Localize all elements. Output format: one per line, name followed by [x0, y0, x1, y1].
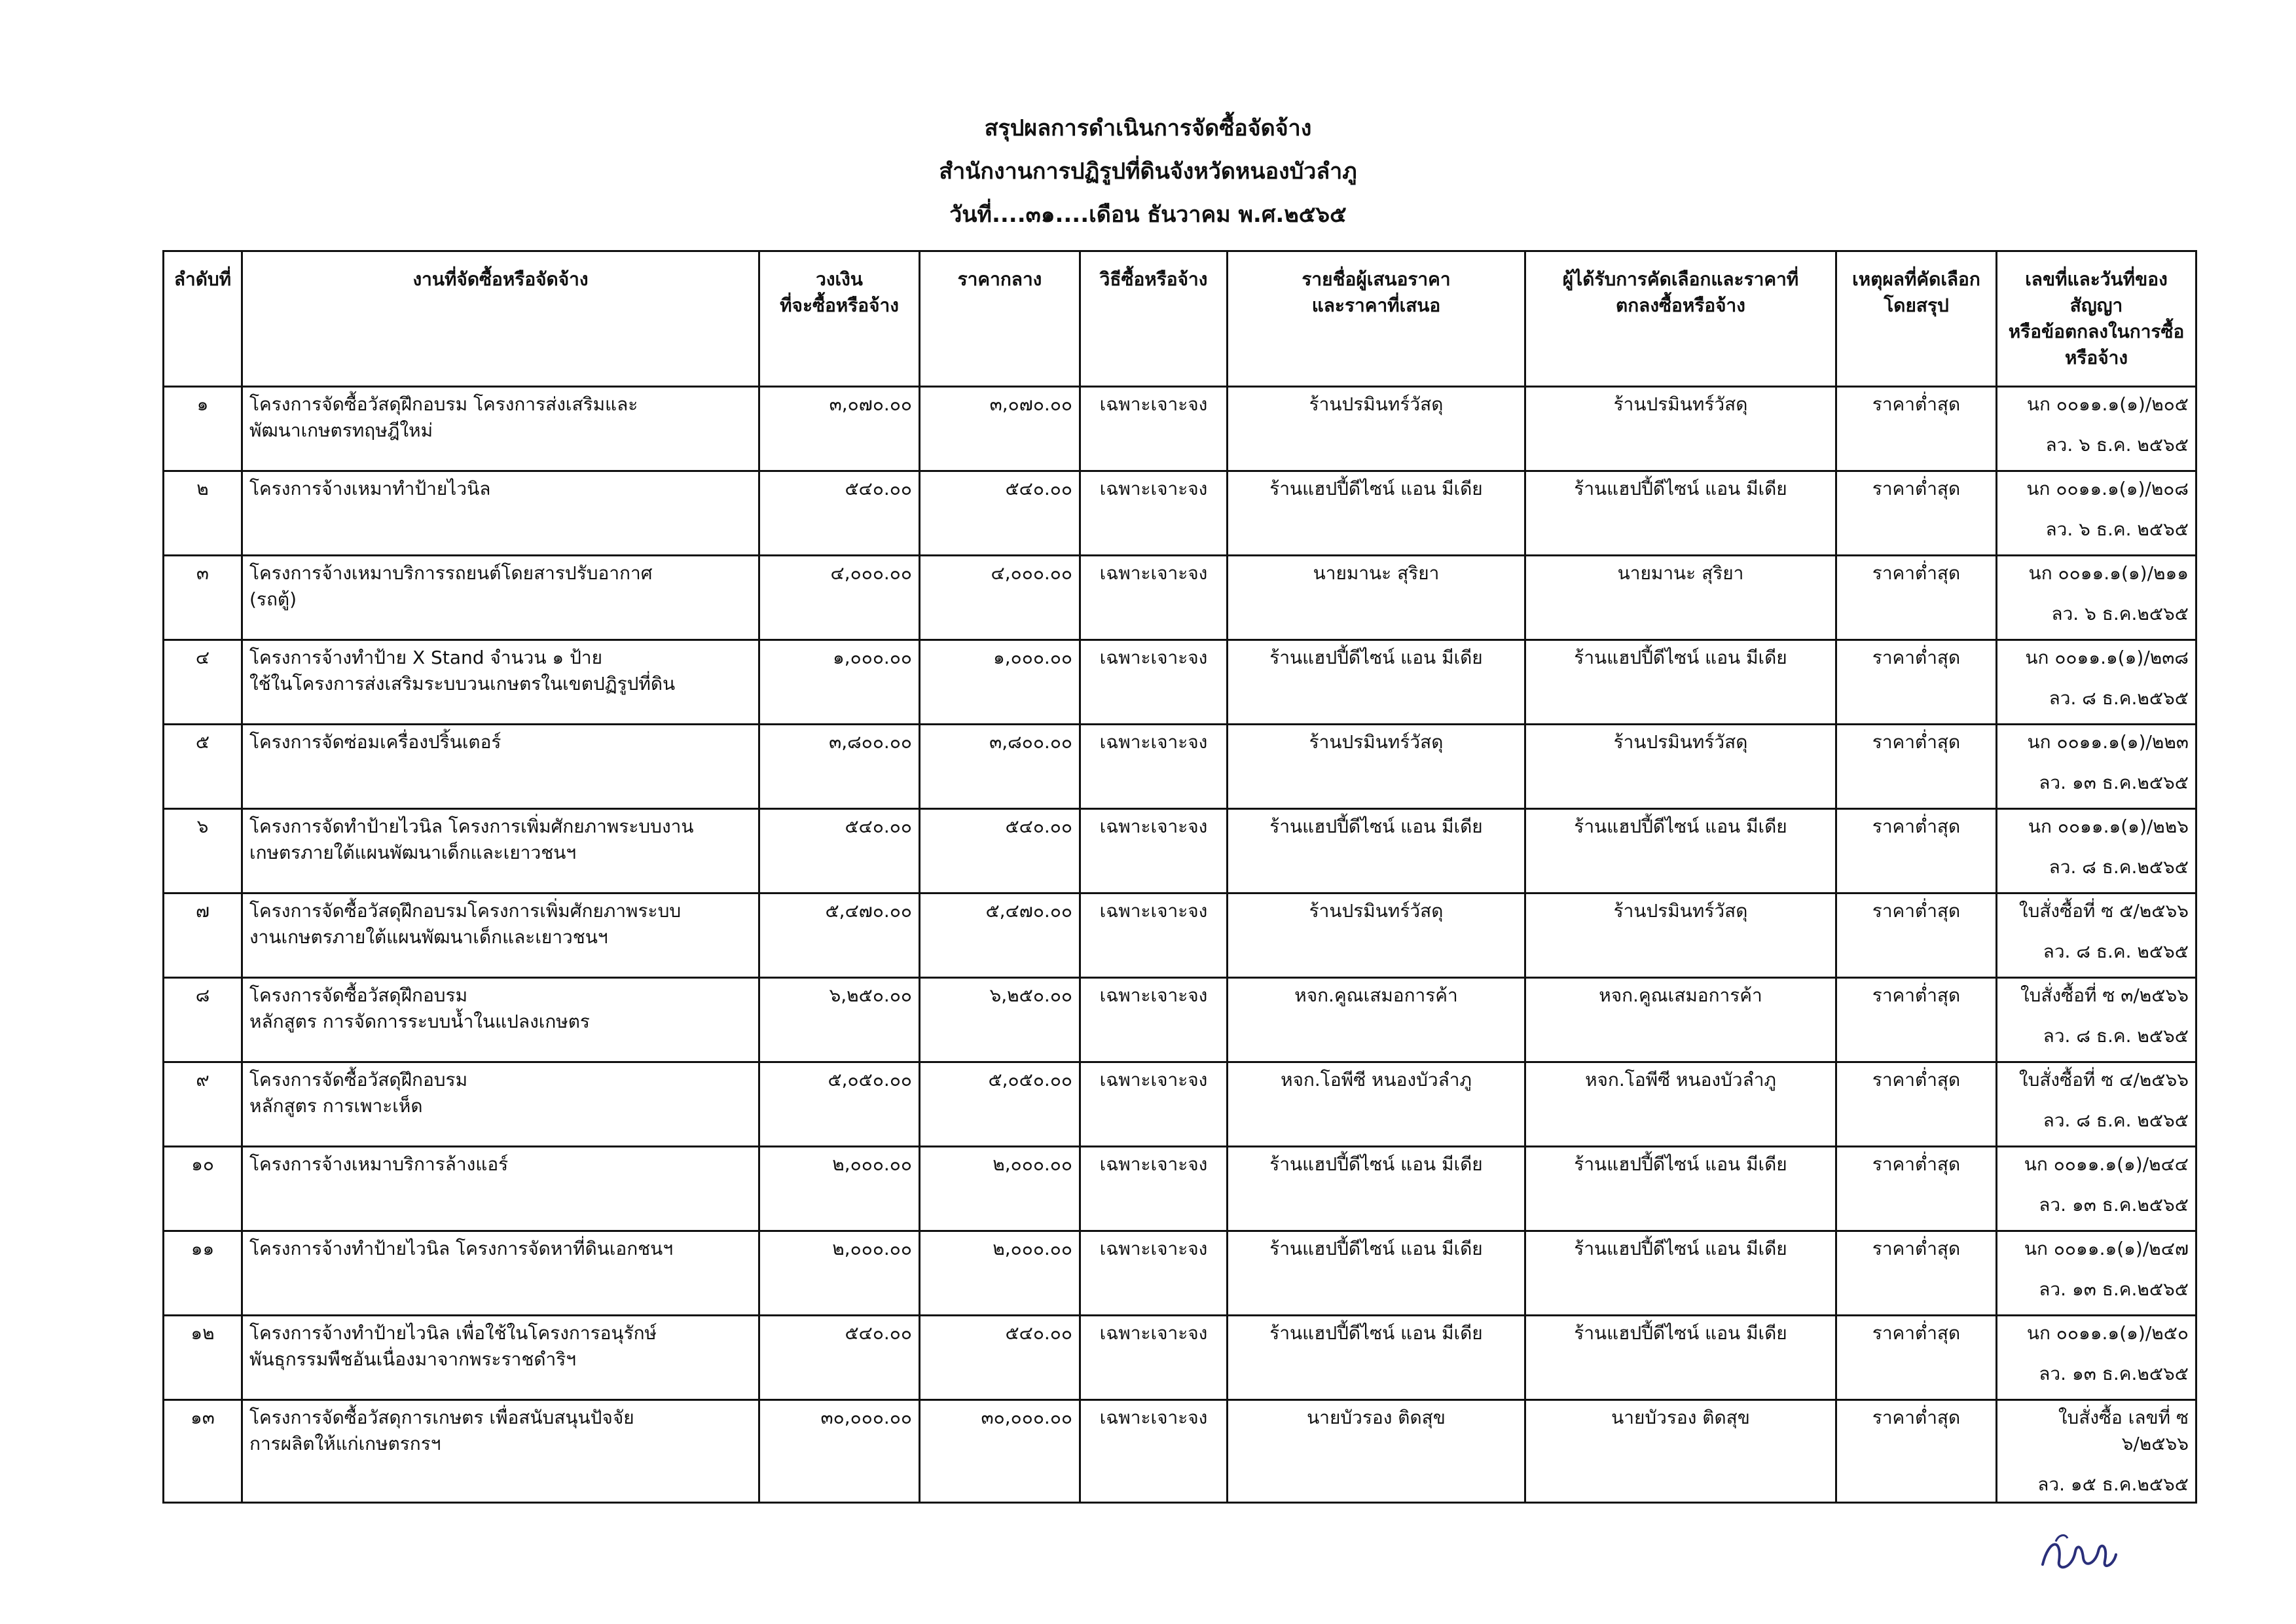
cell-median-price: ๕,๔๗๐.๐๐	[920, 893, 1080, 978]
table-row	[164, 978, 2196, 1062]
cell-bidder: นายมานะ สุริยา	[1228, 556, 1525, 640]
cell-contract: นก ๐๐๑๑.๑(๑)/๒๔๗ ลว. ๑๓ ธ.ค.๒๕๖๕	[1997, 1231, 2196, 1316]
signature-mark	[2036, 1525, 2121, 1578]
cell-method: เฉพาะเจาะจง	[1080, 556, 1228, 640]
cell-bidder: ร้านแฮปปี้ดีไซน์ แอน มีเดีย	[1228, 1231, 1525, 1316]
cell-bidder: นายบัวรอง ติดสุข	[1228, 1400, 1525, 1503]
cell-budget: ๕,๔๗๐.๐๐	[759, 893, 920, 978]
cell-no: ๖	[164, 809, 242, 893]
cell-method: เฉพาะเจาะจง	[1080, 978, 1228, 1062]
cell-median-price: ๕๔๐.๐๐	[920, 1316, 1080, 1400]
cell-method: เฉพาะเจาะจง	[1080, 893, 1228, 978]
cell-work: โครงการจัดซื้อวัสดุฝึกอบรม หลักสูตร การเพาะเห็ด	[242, 1062, 759, 1147]
cell-reason: ราคาต่ำสุด	[1836, 725, 1997, 809]
cell-work: โครงการจัดซ่อมเครื่องปริ้นเตอร์	[242, 725, 759, 809]
cell-work: โครงการจัดซื้อวัสดุฝึกอบรม โครงการส่งเสริมและ พัฒนาเกษตรทฤษฎีใหม่	[242, 387, 759, 471]
cell-work: โครงการจ้างเหมาบริการล้างแอร์	[242, 1147, 759, 1231]
cell-reason: ราคาต่ำสุด	[1836, 978, 1997, 1062]
cell-median-price: ๓๐,๐๐๐.๐๐	[920, 1400, 1080, 1503]
cell-selected: ร้านแฮปปี้ดีไซน์ แอน มีเดีย	[1525, 809, 1836, 893]
cell-contract: นก ๐๐๑๑.๑(๑)/๒๒๖ ลว. ๘ ธ.ค.๒๕๖๕	[1997, 809, 2196, 893]
document-title: สรุปผลการดำเนินการจัดซื้อจัดจ้าง	[984, 115, 1312, 141]
cell-bidder: ร้านปรมินทร์วัสดุ	[1228, 893, 1525, 978]
cell-median-price: ๓,๐๗๐.๐๐	[920, 387, 1080, 471]
cell-work: โครงการจ้างทำป้ายไวนิล โครงการจัดหาที่ดินเอกชนฯ	[242, 1231, 759, 1316]
cell-bidder: หจก.คูณเสมอการค้า	[1228, 978, 1525, 1062]
cell-selected: หจก.คูณเสมอการค้า	[1525, 978, 1836, 1062]
cell-contract: นก ๐๐๑๑.๑(๑)/๒๐๘ ลว. ๖ ธ.ค. ๒๕๖๕	[1997, 471, 2196, 556]
office-name: สำนักงานการปฏิรูปที่ดินจังหวัดหนองบัวลำภู	[939, 158, 1357, 185]
cell-no: ๑๑	[164, 1231, 242, 1316]
cell-budget: ๑,๐๐๐.๐๐	[759, 640, 920, 725]
cell-method: เฉพาะเจาะจง	[1080, 1231, 1228, 1316]
col-header-bidders: รายชื่อผู้เสนอราคา และราคาที่เสนอ	[1228, 251, 1525, 387]
cell-reason: ราคาต่ำสุด	[1836, 387, 1997, 471]
cell-work: โครงการจัดซื้อวัสดุฝึกอบรม หลักสูตร การจัดการระบบน้ำในแปลงเกษตร	[242, 978, 759, 1062]
col-header-reason: เหตุผลที่คัดเลือก โดยสรุป	[1836, 251, 1997, 387]
table-row	[164, 893, 2196, 978]
cell-median-price: ๕๔๐.๐๐	[920, 471, 1080, 556]
cell-selected: ร้านแฮปปี้ดีไซน์ แอน มีเดีย	[1525, 1147, 1836, 1231]
table-row	[164, 640, 2196, 725]
cell-median-price: ๕,๐๕๐.๐๐	[920, 1062, 1080, 1147]
cell-method: เฉพาะเจาะจง	[1080, 1400, 1228, 1503]
cell-no: ๗	[164, 893, 242, 978]
cell-median-price: ๕๔๐.๐๐	[920, 809, 1080, 893]
cell-no: ๒	[164, 471, 242, 556]
cell-work: โครงการจ้างเหมาทำป้ายไวนิล	[242, 471, 759, 556]
cell-contract: นก ๐๐๑๑.๑(๑)/๒๔๔ ลว. ๑๓ ธ.ค.๒๕๖๕	[1997, 1147, 2196, 1231]
cell-median-price: ๒,๐๐๐.๐๐	[920, 1147, 1080, 1231]
cell-no: ๙	[164, 1062, 242, 1147]
cell-work: โครงการจัดทำป้ายไวนิล โครงการเพิ่มศักยภาพระบบงาน เกษตรภายใต้แผนพัฒนาเด็กและเยาวชนฯ	[242, 809, 759, 893]
cell-budget: ๕๔๐.๐๐	[759, 809, 920, 893]
cell-bidder: ร้านปรมินทร์วัสดุ	[1228, 725, 1525, 809]
cell-method: เฉพาะเจาะจง	[1080, 471, 1228, 556]
cell-budget: ๒,๐๐๐.๐๐	[759, 1231, 920, 1316]
cell-budget: ๔,๐๐๐.๐๐	[759, 556, 920, 640]
procurement-table	[162, 250, 2197, 1504]
cell-selected: ร้านแฮปปี้ดีไซน์ แอน มีเดีย	[1525, 1231, 1836, 1316]
cell-no: ๕	[164, 725, 242, 809]
report-date: วันที่....๓๑....เดือน ธันวาคม พ.ศ.๒๕๖๕	[949, 202, 1347, 228]
cell-no: ๘	[164, 978, 242, 1062]
cell-bidder: ร้านแฮปปี้ดีไซน์ แอน มีเดีย	[1228, 1316, 1525, 1400]
cell-bidder: หจก.โอพีซี หนองบัวลำภู	[1228, 1062, 1525, 1147]
cell-reason: ราคาต่ำสุด	[1836, 893, 1997, 978]
cell-selected: ร้านแฮปปี้ดีไซน์ แอน มีเดีย	[1525, 471, 1836, 556]
cell-contract: ใบสั่งซื้อที่ ซ ๔/๒๕๖๖ ลว. ๘ ธ.ค. ๒๕๖๕	[1997, 1062, 2196, 1147]
cell-method: เฉพาะเจาะจง	[1080, 1147, 1228, 1231]
cell-no: ๑๒	[164, 1316, 242, 1400]
cell-selected: ร้านปรมินทร์วัสดุ	[1525, 893, 1836, 978]
cell-method: เฉพาะเจาะจง	[1080, 809, 1228, 893]
cell-no: ๑	[164, 387, 242, 471]
table-row	[164, 387, 2196, 471]
cell-work: โครงการจัดซื้อวัสดุฝึกอบรมโครงการเพิ่มศักยภาพระบบ งานเกษตรภายใต้แผนพัฒนาเด็กและเยาวชนฯ	[242, 893, 759, 978]
table-row	[164, 1062, 2196, 1147]
col-header-selected: ผู้ได้รับการคัดเลือกและราคาที่ ตกลงซื้อหรือจ้าง	[1525, 251, 1836, 387]
cell-contract: นก ๐๐๑๑.๑(๑)/๒๕๐ ลว. ๑๓ ธ.ค.๒๕๖๕	[1997, 1316, 2196, 1400]
cell-budget: ๓,๐๗๐.๐๐	[759, 387, 920, 471]
cell-budget: ๓๐,๐๐๐.๐๐	[759, 1400, 920, 1503]
cell-work: โครงการจ้างทำป้าย X Stand จำนวน ๑ ป้าย ใช้ในโครงการส่งเสริมระบบวนเกษตรในเขตปฏิรูปที่ดิน	[242, 640, 759, 725]
cell-reason: ราคาต่ำสุด	[1836, 1231, 1997, 1316]
cell-selected: ร้านแฮปปี้ดีไซน์ แอน มีเดีย	[1525, 640, 1836, 725]
cell-no: ๑๓	[164, 1400, 242, 1503]
cell-median-price: ๔,๐๐๐.๐๐	[920, 556, 1080, 640]
cell-reason: ราคาต่ำสุด	[1836, 809, 1997, 893]
cell-selected: หจก.โอพีซี หนองบัวลำภู	[1525, 1062, 1836, 1147]
table-row	[164, 1147, 2196, 1231]
col-header-method: วิธีซื้อหรือจ้าง	[1080, 251, 1228, 387]
cell-selected: นายมานะ สุริยา	[1525, 556, 1836, 640]
col-header-work: งานที่จัดซื้อหรือจัดจ้าง	[242, 251, 759, 387]
cell-contract: นก ๐๐๑๑.๑(๑)/๒๑๑ ลว. ๖ ธ.ค.๒๕๖๕	[1997, 556, 2196, 640]
cell-method: เฉพาะเจาะจง	[1080, 1062, 1228, 1147]
col-header-no: ลำดับที่	[164, 251, 242, 387]
table-row	[164, 1316, 2196, 1400]
cell-selected: ร้านปรมินทร์วัสดุ	[1525, 725, 1836, 809]
cell-selected: ร้านปรมินทร์วัสดุ	[1525, 387, 1836, 471]
cell-contract: ใบสั่งซื้อที่ ซ ๕/๒๕๖๖ ลว. ๘ ธ.ค. ๒๕๖๕	[1997, 893, 2196, 978]
cell-median-price: ๖,๒๕๐.๐๐	[920, 978, 1080, 1062]
cell-bidder: ร้านแฮปปี้ดีไซน์ แอน มีเดีย	[1228, 809, 1525, 893]
cell-no: ๔	[164, 640, 242, 725]
cell-bidder: ร้านแฮปปี้ดีไซน์ แอน มีเดีย	[1228, 640, 1525, 725]
table-row	[164, 1231, 2196, 1316]
table-row	[164, 809, 2196, 893]
cell-method: เฉพาะเจาะจง	[1080, 640, 1228, 725]
cell-median-price: ๒,๐๐๐.๐๐	[920, 1231, 1080, 1316]
cell-method: เฉพาะเจาะจง	[1080, 725, 1228, 809]
cell-budget: ๖,๒๕๐.๐๐	[759, 978, 920, 1062]
cell-reason: ราคาต่ำสุด	[1836, 471, 1997, 556]
cell-budget: ๓,๘๐๐.๐๐	[759, 725, 920, 809]
table-row	[164, 1400, 2196, 1503]
cell-selected: นายบัวรอง ติดสุข	[1525, 1400, 1836, 1503]
col-header-budget: วงเงิน ที่จะซื้อหรือจ้าง	[759, 251, 920, 387]
cell-reason: ราคาต่ำสุด	[1836, 1316, 1997, 1400]
cell-method: เฉพาะเจาะจง	[1080, 1316, 1228, 1400]
cell-contract: นก ๐๐๑๑.๑(๑)/๒๐๕ ลว. ๖ ธ.ค. ๒๕๖๕	[1997, 387, 2196, 471]
cell-reason: ราคาต่ำสุด	[1836, 1062, 1997, 1147]
cell-work: โครงการจ้างเหมาบริการรถยนต์โดยสารปรับอากาศ (รถตู้)	[242, 556, 759, 640]
col-header-contract: เลขที่และวันที่ของสัญญา หรือข้อตกลงในการซื้อ หรือจ้าง	[1997, 251, 2196, 387]
cell-work: โครงการจัดซื้อวัสดุการเกษตร เพื่อสนับสนุนปัจจัย การผลิตให้แก่เกษตรกรฯ	[242, 1400, 759, 1503]
cell-budget: ๕๔๐.๐๐	[759, 1316, 920, 1400]
cell-no: ๓	[164, 556, 242, 640]
cell-budget: ๒,๐๐๐.๐๐	[759, 1147, 920, 1231]
cell-median-price: ๑,๐๐๐.๐๐	[920, 640, 1080, 725]
cell-reason: ราคาต่ำสุด	[1836, 556, 1997, 640]
cell-method: เฉพาะเจาะจง	[1080, 387, 1228, 471]
cell-budget: ๕,๐๕๐.๐๐	[759, 1062, 920, 1147]
cell-bidder: ร้านปรมินทร์วัสดุ	[1228, 387, 1525, 471]
cell-no: ๑๐	[164, 1147, 242, 1231]
table-header-row	[164, 251, 2196, 387]
table-row	[164, 556, 2196, 640]
table-row	[164, 471, 2196, 556]
cell-budget: ๕๔๐.๐๐	[759, 471, 920, 556]
cell-contract: นก ๐๐๑๑.๑(๑)/๒๒๓ ลว. ๑๓ ธ.ค.๒๕๖๕	[1997, 725, 2196, 809]
cell-selected: ร้านแฮปปี้ดีไซน์ แอน มีเดีย	[1525, 1316, 1836, 1400]
cell-reason: ราคาต่ำสุด	[1836, 1400, 1997, 1503]
table-row	[164, 725, 2196, 809]
cell-contract: ใบสั่งซื้อ เลขที่ ซ ๖/๒๕๖๖ ลว. ๑๕ ธ.ค.๒๕๖๕	[1997, 1400, 2196, 1503]
cell-contract: นก ๐๐๑๑.๑(๑)/๒๓๘ ลว. ๘ ธ.ค.๒๕๖๕	[1997, 640, 2196, 725]
col-header-median: ราคากลาง	[920, 251, 1080, 387]
cell-contract: ใบสั่งซื้อที่ ซ ๓/๒๕๖๖ ลว. ๘ ธ.ค. ๒๕๖๕	[1997, 978, 2196, 1062]
cell-reason: ราคาต่ำสุด	[1836, 640, 1997, 725]
cell-bidder: ร้านแฮปปี้ดีไซน์ แอน มีเดีย	[1228, 471, 1525, 556]
cell-bidder: ร้านแฮปปี้ดีไซน์ แอน มีเดีย	[1228, 1147, 1525, 1231]
cell-reason: ราคาต่ำสุด	[1836, 1147, 1997, 1231]
cell-work: โครงการจ้างทำป้ายไวนิล เพื่อใช้ในโครงการอนุรักษ์ พันธุกรรมพืชอันเนื่องมาจากพระราชดำริฯ	[242, 1316, 759, 1400]
cell-median-price: ๓,๘๐๐.๐๐	[920, 725, 1080, 809]
